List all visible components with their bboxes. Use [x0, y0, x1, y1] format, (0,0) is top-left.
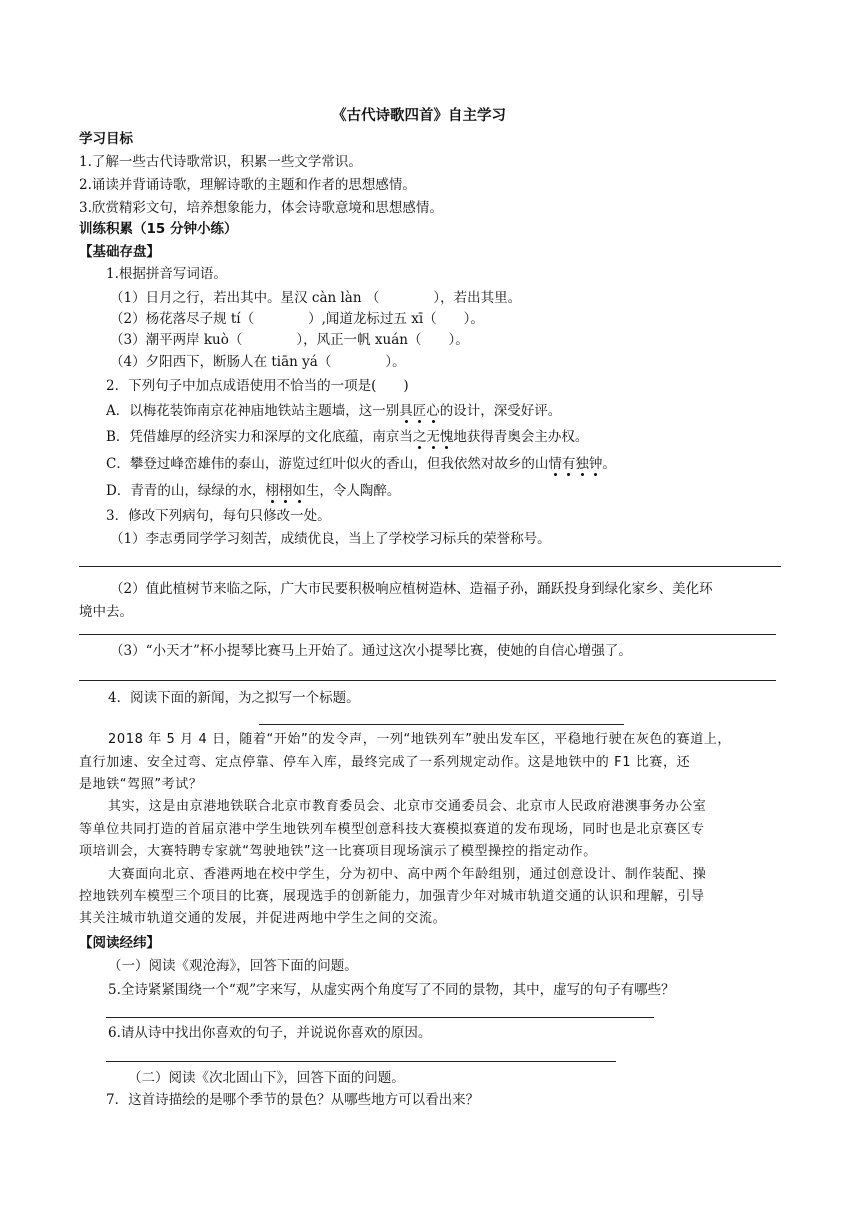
- goal-item: 1.了解一些古代诗歌常识，积累一些文学常识。: [79, 154, 362, 170]
- news-paragraph-line: 直行加速、安全过弯、定点停靠、停车入库，最终完成了一系列规定动作。这是地铁中的 F1 比赛，还: [79, 755, 691, 770]
- q6-question: 6.请从诗中找出你喜欢的句子，并说说你喜欢的原因。: [108, 1025, 432, 1041]
- news-paragraph-line: 其实，这是由京港地铁联合北京市教育委员会、北京市交通委员会、北京市人民政府港澳事务办公室: [108, 799, 707, 814]
- q1-item: （4）夕阳西下，断肠人在 tiān yá（ ）。: [110, 354, 406, 370]
- news-paragraph-line: 大赛面向北京、香港两地在校中学生，分为初中、高中两个年龄组别，通过创意设计、制作装配、操: [108, 867, 707, 882]
- q4-stem: 4．阅读下面的新闻，为之拟写一个标题。: [108, 690, 360, 706]
- q3-sentence-2: （2）值此植树节来临之际，广大市民要积极响应植树造林、造福子孙，踊跃投身到绿化家乡、美化环: [110, 581, 713, 597]
- page-title: 《古代诗歌四首》自主学习: [332, 108, 506, 124]
- q5-question: 5.全诗紧紧围绕一个“观”字来写，从虚实两个角度写了不同的景物，其中，虚写的句子有哪些？: [108, 982, 675, 998]
- news-paragraph-line: 2018 年 5 月 4 日，随着“开始”的发令声，一列“地铁列车”驶出发车区，平稳地行驶在灰色的赛道上，: [108, 732, 732, 747]
- q2-option-a: A．以梅花装饰南京花神庙地铁站主题墙，这一别具匠心的设计，深受好评。: [106, 403, 562, 419]
- q1-item: （1）日月之行，若出其中。星汉 càn làn （ ），若出其里。: [110, 290, 522, 306]
- q2-stem: 2．下列句子中加点成语使用不恰当的一项是( ): [106, 378, 409, 394]
- training-heading: 训练积累（15 分钟小练）: [79, 221, 238, 237]
- answer-line: [106, 1017, 654, 1018]
- q2-option-b: B．凭借雄厚的经济实力和深厚的文化底蕴，南京当之无愧地获得青奥会主办权。: [106, 429, 589, 445]
- answer-line: [79, 566, 781, 567]
- headline-answer-line: [259, 724, 624, 725]
- goal-item: 3.欣赏精彩文句，培养想象能力，体会诗歌意境和思想感情。: [79, 200, 443, 216]
- q3-stem: 3．修改下列病句，每句只修改一处。: [106, 508, 331, 524]
- q2-option-c: C．攀登过峰峦雄伟的泰山，游览过红叶似火的香山，但我依然对故乡的山情有独钟。: [106, 456, 616, 472]
- news-paragraph-line: 其关注城市轨道交通的发展，并促进两地中学生之间的交流。: [79, 911, 447, 926]
- news-paragraph-line: 控地铁列车模型三个项目的比赛，展现选手的创新能力，加强青少年对城市轨道交通的认识和理解，引导: [79, 889, 705, 904]
- q1-item: （3）潮平两岸 kuò（ ），风正一帆 xuán（ ）。: [110, 332, 469, 348]
- goals-heading: 学习目标: [79, 131, 133, 147]
- answer-line: [106, 1061, 616, 1062]
- q7-question: 7．这首诗描绘的是哪个季节的景色？从哪些地方可以看出来？: [106, 1092, 480, 1108]
- news-paragraph-line: 等单位共同打造的首届京港中学生地铁列车模型创意科技大赛模拟赛道的发布现场，同时也是北京赛区专: [79, 822, 705, 837]
- answer-line: [79, 680, 776, 681]
- q3-sentence-2-cont: 境中去。: [79, 604, 133, 620]
- q3-sentence-3: （3）“小天才”杯小提琴比赛马上开始了。通过这次小提琴比赛，使她的自信心增强了。: [110, 643, 632, 659]
- goal-item: 2.诵读并背诵诗歌，理解诗歌的主题和作者的思想感情。: [79, 177, 416, 193]
- q3-sentence-1: （1）李志勇同学学习刻苦，成绩优良，当上了学校学习标兵的荣誉称号。: [110, 531, 551, 547]
- reading-part-1: （一）阅读《观沧海》，回答下面的问题。: [108, 958, 358, 974]
- news-paragraph-line: 是地铁“驾照”考试？: [79, 777, 203, 792]
- q1-stem: 1.根据拼音写词语。: [106, 266, 227, 282]
- answer-line: [79, 634, 776, 635]
- reading-part-2: （二）阅读《次北固山下》，回答下面的问题。: [128, 1070, 405, 1086]
- news-paragraph-line: 项培训会，大赛特聘专家就“驾驶地铁”这一比赛项目现场演示了模型操控的指定动作。: [79, 844, 597, 859]
- basic-section-heading: 【基础存盘】: [79, 244, 160, 260]
- q2-option-d: D．青青的山，绿绿的水，栩栩如生，令人陶醉。: [106, 483, 401, 499]
- q1-item: （2）杨花落尽子规 tí（ ）,闻道龙标过五 xī（ ）。: [110, 311, 484, 327]
- reading-section-heading: 【阅读经纬】: [79, 935, 160, 951]
